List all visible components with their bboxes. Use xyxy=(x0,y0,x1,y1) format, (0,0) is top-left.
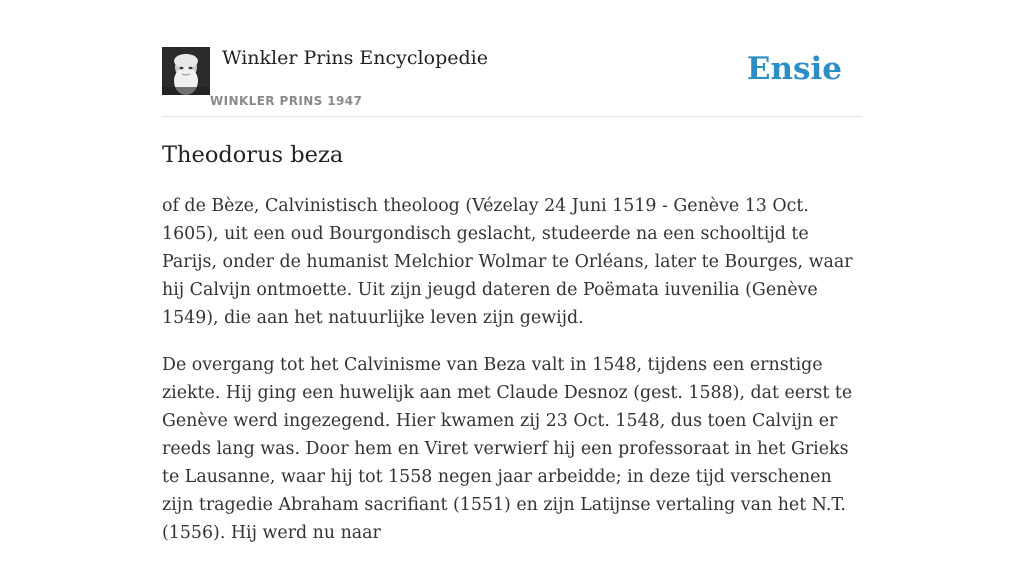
article-body xyxy=(162,192,862,566)
avatar[interactable] xyxy=(162,47,210,95)
site-title[interactable]: Winkler Prins Encyclopedie xyxy=(222,47,488,69)
bearded-man-portrait-icon xyxy=(162,47,210,95)
header xyxy=(162,0,862,117)
page-title: Theodorus beza xyxy=(162,142,344,168)
brand-logo[interactable]: Ensie xyxy=(746,51,842,87)
page xyxy=(162,0,862,543)
article-paragraph: De overgang tot het Calvinisme van Beza valt in 1548, tijdens een ernstige ziekte. Hij ging een huwelijk aan met Claude Desnoz (gest. 1588), dat eerst te Genève werd ingezegend. Hier kwamen zij 23 Oct. 1548, dus toen Calvijn er reeds lang was. Door hem en Viret verwierf hij een professoraat in het Grieks te Lausanne, waar hij tot 1558 negen jaar arbeidde; in deze tijd verschenen zijn tragedie Abraham sacrifiant (1551) en zijn Latijnse vertaling van het N.T. (1556). Hij werd nu naar xyxy=(162,355,853,543)
source-label[interactable]: WINKLER PRINS 1947 xyxy=(210,94,363,108)
article-paragraph: of de Bèze, Calvinistisch theoloog (Vézelay 24 Juni 1519 - Genève 13 Oct. 1605), uit een oud Bourgondisch geslacht, studeerde na een schooltijd te Parijs, onder de humanist Melchior Wolmar te Orléans, later te Bourges, waar hij Calvijn ontmoette. Uit zijn jeugd dateren de Poëmata iuvenilia (Genève 1549), die aan het natuurlijke leven zijn gewijd. xyxy=(162,196,853,328)
